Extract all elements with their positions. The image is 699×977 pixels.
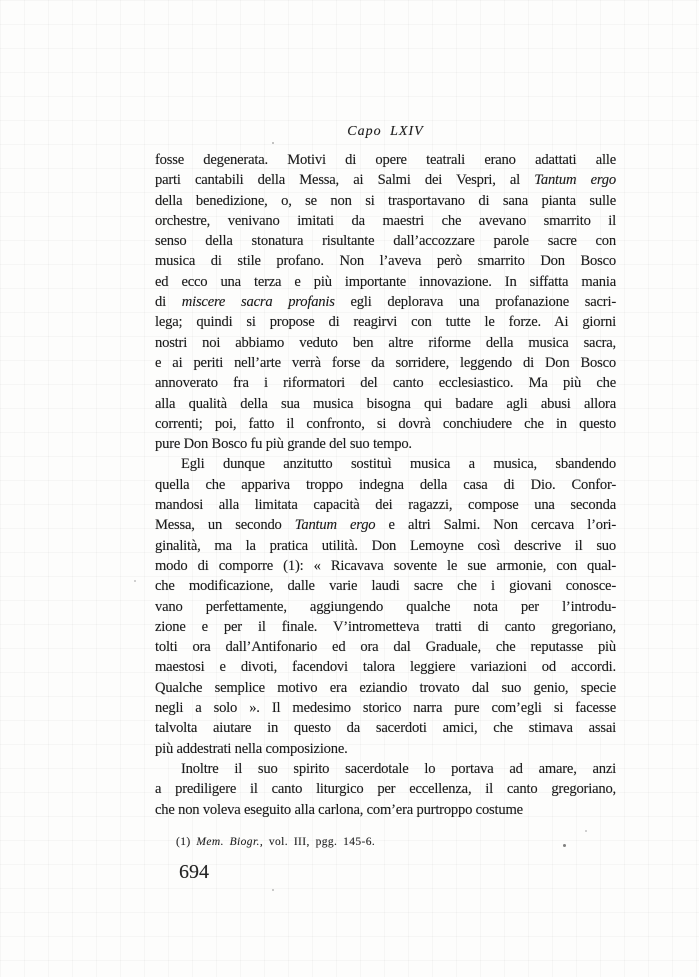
text-line bbox=[155, 292, 616, 312]
text-line bbox=[155, 373, 616, 393]
italic-text-segment: Tantum ergo bbox=[294, 517, 376, 534]
text-segment: a prediligere il canto liturgico per eccellenza, il canto gregoriano, bbox=[155, 781, 616, 798]
text-line bbox=[155, 718, 616, 738]
text-line bbox=[155, 333, 616, 353]
text-line bbox=[155, 150, 616, 170]
text-segment: di bbox=[155, 294, 182, 311]
text-segment: ginalità, ma la pratica utilità. Don Lemoyne così descrive il suo bbox=[155, 537, 616, 554]
text-line bbox=[155, 779, 616, 799]
italic-text-segment: miscere sacra profanis bbox=[181, 294, 335, 311]
text-line bbox=[155, 454, 616, 474]
text-line bbox=[155, 312, 616, 332]
text-line bbox=[155, 191, 616, 211]
footnote-marker: (1) bbox=[176, 836, 197, 848]
text-line bbox=[155, 759, 616, 779]
text-segment: orchestre, venivano imitati da maestri che avevano smarrito il bbox=[155, 212, 616, 229]
text-segment: ed ecco una terza e più importante innovazione. In siffatta mania bbox=[155, 273, 616, 290]
text-segment: parti cantabili della Messa, ai Salmi dei Vespri, al bbox=[155, 172, 535, 189]
text-line bbox=[155, 657, 616, 677]
text-line bbox=[155, 170, 616, 190]
text-line bbox=[155, 739, 616, 759]
text-segment: Qualche semplice motivo era eziandio trovato dal suo genio, specie bbox=[155, 679, 616, 696]
text-line bbox=[155, 475, 616, 495]
text-segment: Messa, un secondo bbox=[155, 517, 295, 534]
text-segment: senso della stonatura risultante dall’accozzare parole sacre con bbox=[155, 233, 616, 250]
paragraph bbox=[155, 759, 616, 820]
text-line bbox=[155, 211, 616, 231]
paragraph bbox=[155, 150, 616, 454]
text-segment: modo di comporre (1): « Ricavava sovente le sue armonie, con qual- bbox=[155, 557, 616, 574]
text-segment: Egli dunque anzitutto sostituì musica a musica, sbandendo bbox=[181, 456, 616, 473]
text-line bbox=[155, 251, 616, 271]
text-line bbox=[155, 698, 616, 718]
text-line bbox=[155, 597, 616, 617]
text-line bbox=[155, 536, 616, 556]
text-line bbox=[155, 678, 616, 698]
text-segment: della benedizione, o, se non si trasportavano di sana pianta sulle bbox=[155, 192, 616, 209]
footnote-source: Mem. Biogr., bbox=[196, 836, 264, 848]
text-line bbox=[155, 272, 616, 292]
text-segment: Inoltre il suo spirito sacerdotale lo portava ad amare, anzi bbox=[181, 760, 616, 777]
scan-speck bbox=[585, 830, 587, 832]
text-segment: egli deplorava una profanazione sacri- bbox=[334, 294, 616, 311]
text-segment: correnti; poi, fatto il confronto, si dovrà conchiudere che in questo bbox=[155, 415, 616, 432]
text-line bbox=[155, 394, 616, 414]
scan-speck bbox=[563, 844, 566, 847]
text-segment: più addestrati nella composizione. bbox=[155, 740, 348, 757]
text-segment: quella che appariva troppo indegna della casa di Dio. Confor- bbox=[155, 476, 616, 493]
footnote bbox=[176, 836, 375, 848]
text-line bbox=[155, 637, 616, 657]
text-line bbox=[155, 414, 616, 434]
text-line bbox=[155, 617, 616, 637]
text-segment: maestosi e divoti, facendovi talora leggiere variazioni od accordi. bbox=[155, 659, 616, 676]
scan-speck bbox=[134, 580, 136, 582]
text-segment: e ai periti nell’arte verrà forse da sorridere, leggendo di Don Bosco bbox=[155, 354, 616, 371]
text-segment: zione e per il finale. V’intrometteva tratti di canto gregoriano, bbox=[155, 618, 616, 635]
footnote-detail: vol. III, pgg. 145-6. bbox=[263, 836, 376, 848]
text-line bbox=[155, 434, 616, 454]
text-segment: che non voleva eseguito alla carlona, com’era purtroppo costume bbox=[155, 801, 523, 818]
page-number: 694 bbox=[179, 861, 209, 883]
text-segment: negli a solo ». Il medesimo storico narra pure com’egli si facesse bbox=[155, 700, 616, 717]
text-segment: alla qualità della sua musica bisogna qui badare agli abusi allora bbox=[155, 395, 616, 412]
text-segment: pure Don Bosco fu più grande del suo tempo. bbox=[155, 436, 412, 453]
text-line bbox=[155, 556, 616, 576]
text-segment: e altri Salmi. Non cercava l’ori- bbox=[375, 517, 617, 534]
text-line bbox=[155, 353, 616, 373]
chapter-header: Capo LXIV bbox=[347, 124, 424, 139]
text-segment: tolti ora dall’Antifonario ed ora dal Graduale, che reputasse più bbox=[155, 639, 616, 656]
text-segment: nostri noi abbiamo veduto ben altre riforme della musica sacra, bbox=[155, 334, 616, 351]
text-line bbox=[155, 576, 616, 596]
scan-speck bbox=[272, 889, 274, 891]
italic-text-segment: Tantum ergo bbox=[534, 172, 616, 189]
text-line bbox=[155, 495, 616, 515]
text-segment: annoverato fra i riformatori del canto ecclesiastico. Ma più che bbox=[155, 375, 616, 392]
text-line bbox=[155, 231, 616, 251]
text-line bbox=[155, 800, 616, 820]
text-segment: che modificazione, dalle varie laudi sacre che i giovani conosce- bbox=[155, 578, 616, 595]
text-line bbox=[155, 515, 616, 535]
text-segment: lega; quindi si propose di reagirvi con tutte le forze. Ai giorni bbox=[155, 314, 616, 331]
text-segment: talvolta aiutare in questo da sacerdoti amici, che stimava assai bbox=[155, 720, 616, 737]
text-segment: vano perfettamente, aggiungendo qualche nota per l’introdu- bbox=[155, 598, 616, 615]
paragraph bbox=[155, 454, 616, 758]
text-segment: mandosi alla limitata capacità dei ragazzi, compose una seconda bbox=[155, 497, 616, 514]
scan-speck bbox=[272, 142, 274, 144]
text-segment: fosse degenerata. Motivi di opere teatrali erano adattati alle bbox=[155, 152, 616, 168]
text-segment: musica di stile profano. Non l’aveva però smarrito Don Bosco bbox=[155, 253, 616, 270]
text-block bbox=[155, 150, 616, 820]
